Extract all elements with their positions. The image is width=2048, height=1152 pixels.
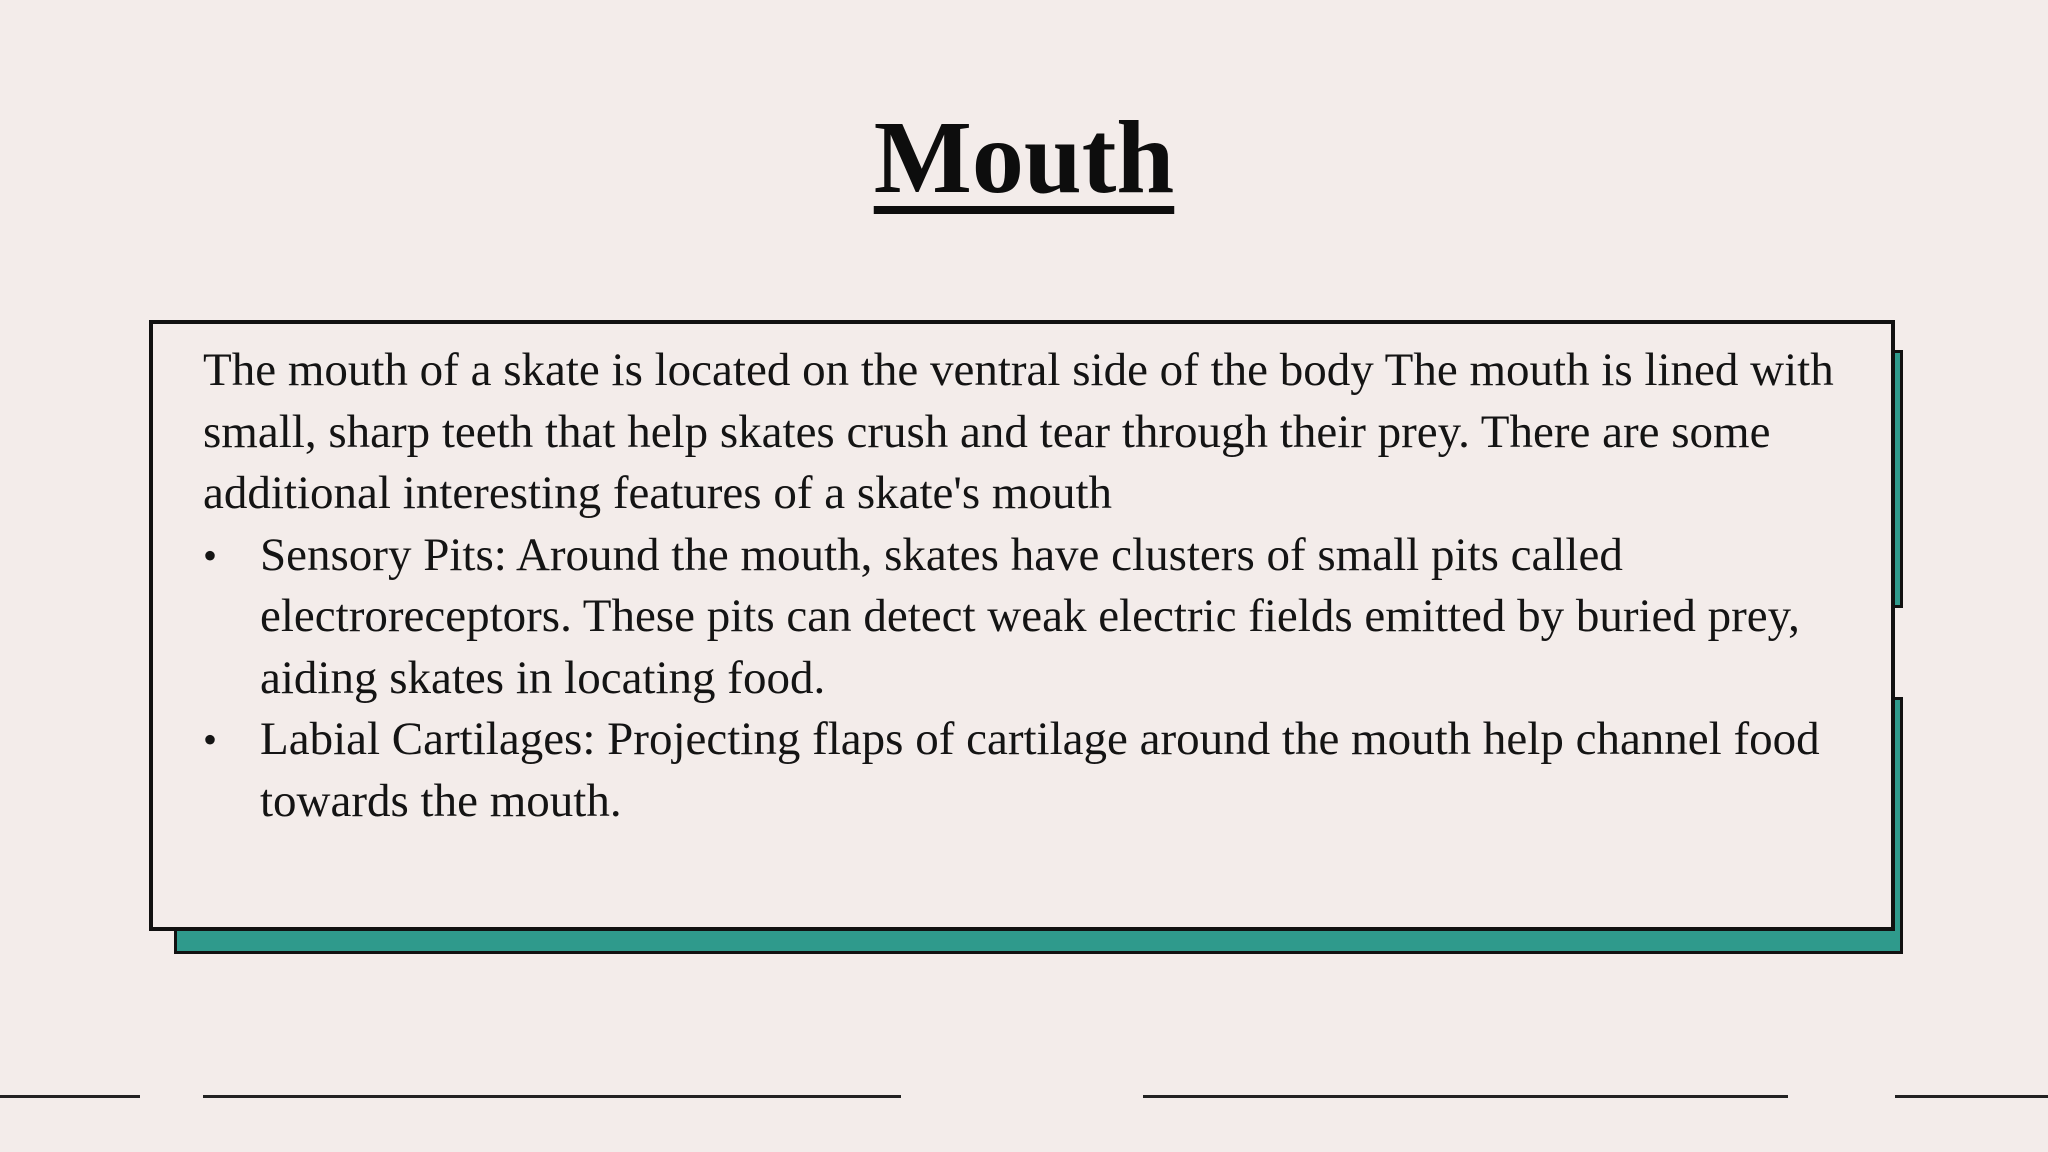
list-item-text: Labial Cartilages: Projecting flaps of cartilage around the mouth help channel food towards the mouth. xyxy=(260,713,1820,827)
slide-title: Mouth xyxy=(873,100,1175,215)
intro-paragraph: The mouth of a skate is located on the ventral side of the body The mouth is lined with small, sharp teeth that help skates crush and tear through their prey. There are some additional interesting features of a skate's mouth xyxy=(203,344,1834,519)
feature-list xyxy=(203,525,1845,833)
footer-divider xyxy=(1895,1095,2048,1098)
content-text-box xyxy=(149,320,1895,931)
bullet-icon: • xyxy=(203,532,218,578)
footer-divider xyxy=(203,1095,901,1098)
list-item xyxy=(203,709,1845,832)
footer-divider xyxy=(1143,1095,1788,1098)
bullet-icon: • xyxy=(203,717,218,762)
list-item-text: Sensory Pits: Around the mouth, skates have clusters of small pits called electroreceptors. These pits can detect weak electric fields emitted by buried prey, aiding skates in locating food. xyxy=(260,528,1800,704)
footer-divider xyxy=(0,1095,140,1098)
list-item xyxy=(203,525,1845,710)
